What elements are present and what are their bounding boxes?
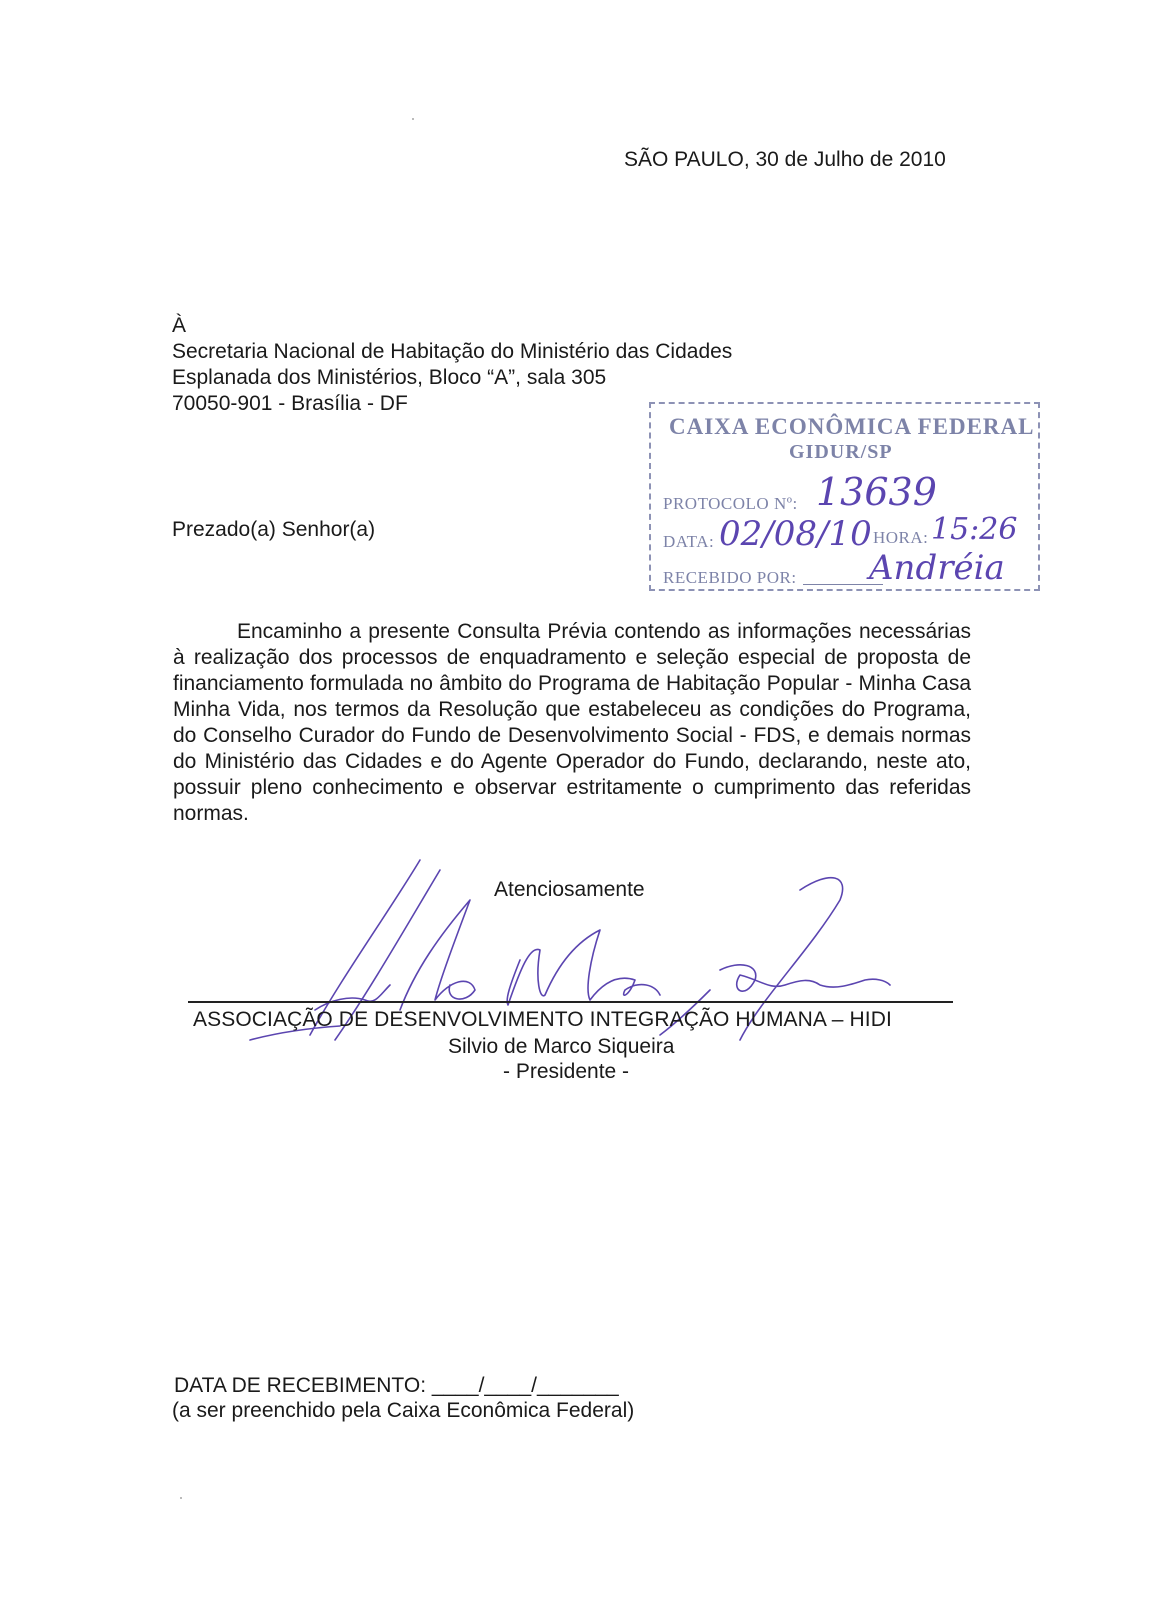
stamp-date-label: DATA:	[663, 532, 715, 551]
recipient-prefix: À	[172, 314, 187, 337]
letter-date: SÃO PAULO, 30 de Julho de 2010	[624, 148, 946, 171]
receipt-note: (a ser preenchido pela Caixa Econômica Federal)	[172, 1399, 635, 1422]
greeting: Prezado(a) Senhor(a)	[172, 518, 376, 541]
stamp-unit: GIDUR/SP	[789, 441, 893, 463]
reception-stamp	[649, 402, 1040, 591]
recipient-name: Secretaria Nacional de Habitação do Ministério das Cidades	[172, 340, 733, 363]
recipient-address: Esplanada dos Ministérios, Bloco “A”, sala 305	[172, 366, 607, 389]
stamp-institution: CAIXA ECONÔMICA FEDERAL	[669, 414, 1035, 439]
closing: Atenciosamente	[494, 878, 645, 901]
stamp-received-by-label: RECEBIDO POR:	[663, 568, 797, 587]
signatory-name: Silvio de Marco Siqueira	[448, 1035, 675, 1058]
scan-speck	[412, 118, 414, 120]
stamp-time-label: HORA:	[873, 528, 929, 547]
stamp-date-value: 02/08/10	[719, 514, 872, 554]
signature-line	[188, 1001, 953, 1003]
receipt-date-label: DATA DE RECEBIMENTO: ____/____/_______	[174, 1374, 619, 1397]
stamp-time-value: 15:26	[931, 512, 1018, 547]
stamp-received-by-value: Andréia	[869, 548, 1005, 588]
recipient-city: 70050-901 - Brasília - DF	[172, 392, 408, 415]
signatory-role: - Presidente -	[503, 1060, 630, 1083]
signatory-organization: ASSOCIAÇÃO DE DESENVOLVIMENTO INTEGRAÇÃO HUMANA – HIDI	[193, 1008, 892, 1031]
scan-speck	[180, 1497, 182, 1499]
stamp-protocol-label: PROTOCOLO Nº:	[663, 494, 798, 513]
body-paragraph: Encaminho a presente Consulta Prévia contendo as informações necessárias à realização dos processos de enquadramento e seleção especial de proposta de financiamento formulada no âmbito do Programa de Habitação Popular - Minha Casa Minha Vida, nos termos da Resolução que estabeleceu as condições do Programa, do Conselho Curador do Fundo de Desenvolvimento Social - FDS, e demais normas do Ministério das Cidades e do Agente Operador do Fundo, declarando, neste ato, possuir pleno conhecimento e observar estritamente o cumprimento das referidas normas.	[173, 620, 971, 825]
stamp-protocol-value: 13639	[816, 470, 937, 514]
